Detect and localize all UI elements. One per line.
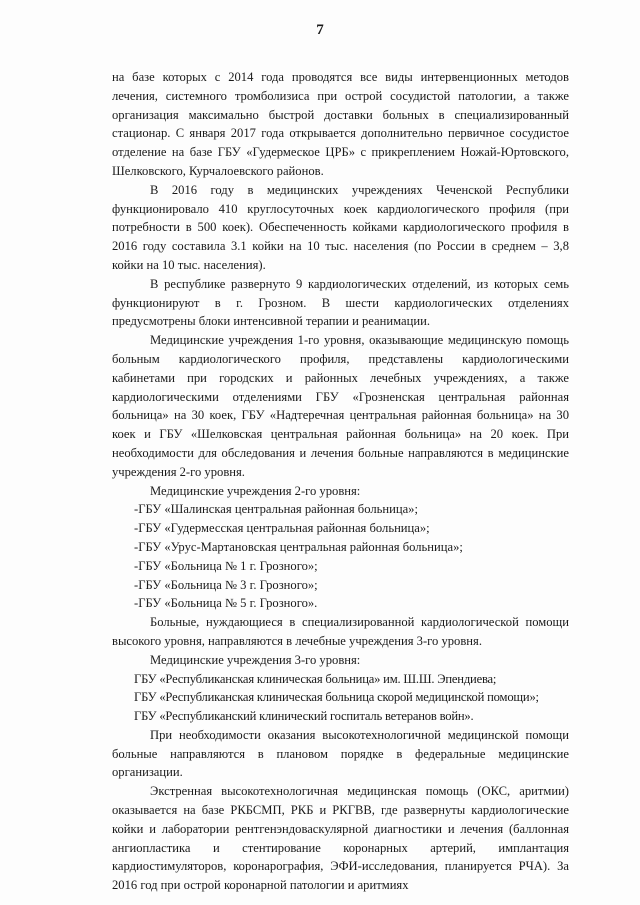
paragraph-2: В 2016 году в медицинских учреждениях Чеченской Республики функционировало 410 круглосуточных коек кардиологического профиля (при потребности в 500 коек). Обеспеченность койками кардиологического профиля в 2016 году составила 3.1 койки на 10 тыс. населения (по России в среднем – 3,8 койки на 10 тыс. населения). [112,182,569,272]
level2-list-item: -ГБУ «Больница № 1 г. Грозного»; [134,558,318,573]
paragraph-4: Медицинские учреждения 1-го уровня, оказывающие медицинскую помощь больным кардиологического профиля, представлены кардиологическими кабинетами при городских и районных лечебных учреждениях, а также кардиологическими отделениями ГБУ «Грозненская центральная районная больница» на 30 коек, ГБУ «Надтеречная центральная районная больница» на 30 коек и ГБУ «Шелковская центральная районная больница» на 20 коек. При необходимости для обследования и лечения больные направляются в медицинские учреждения 2-го уровня. [112,333,569,479]
paragraph-6: При необходимости оказания высокотехнологичной медицинской помощи больные направляются в плановом порядке в федеральные медицинские организации. [112,727,569,780]
level3-list-item: ГБУ «Республиканская клиническая больница» им. Ш.Ш. Эпендиева; [134,671,497,686]
paragraph-7: Экстренная высокотехнологичная медицинская помощь (ОКС, аритмии) оказывается на базе РКБСМП, РКБ и РКГВВ, где развернуты кардиологические койки и лаборатории рентгенэндоваскулярной диагностики и лечения (баллонная ангиопластика и стентирование коронарных артерий, имплантация кардиостимуляторов, коронарография, ЭФИ-исследования, планируется РЧА). За 2016 год при острой коронарной патологии и аритмиях [112,784,569,893]
level2-list-item: -ГБУ «Больница № 3 г. Грозного»; [134,577,318,592]
level2-list-item: -ГБУ «Гудермесская центральная районная больница»; [134,521,430,536]
document-body [112,68,569,895]
page-number: 7 [316,22,324,38]
paragraph-3: В республике развернуто 9 кардиологических отделений, из которых семь функционируют в г. Грозном. В шести кардиологических отделениях предусмотрены блоки интенсивной терапии и реанимации. [112,276,569,329]
level2-list-item: -ГБУ «Больница № 5 г. Грозного». [134,596,318,611]
level2-list-item: -ГБУ «Урус-Мартановская центральная районная больница»; [134,539,463,554]
paragraph-level3-heading: Медицинские учреждения 3-го уровня: [150,652,361,667]
paragraph-level2-heading: Медицинские учреждения 2-го уровня: [150,483,361,498]
level3-list-item: ГБУ «Республиканская клиническая больница скорой медицинской помощи»; [134,690,539,705]
level2-list-item: -ГБУ «Шалинская центральная районная больница»; [134,502,418,517]
paragraph-5: Больные, нуждающиеся в специализированной кардиологической помощи высокого уровня, направляются в лечебные учреждения 3-го уровня. [112,615,569,648]
paragraph-1: на базе которых с 2014 года проводятся все виды интервенционных методов лечения, системного тромболизиса при острой сосудистой патологии, а также организация максимально быстрой доставки больных в специализированный стационар. С января 2017 года открывается дополнительно первичное сосудистое отделение на базе ГБУ «Гудермеское ЦРБ» с прикреплением Ножай-Юртовского, Шелковского, Курчалоевского районов. [112,70,569,178]
level3-list-item: ГБУ «Республиканский клинический госпиталь ветеранов войн». [134,709,474,724]
